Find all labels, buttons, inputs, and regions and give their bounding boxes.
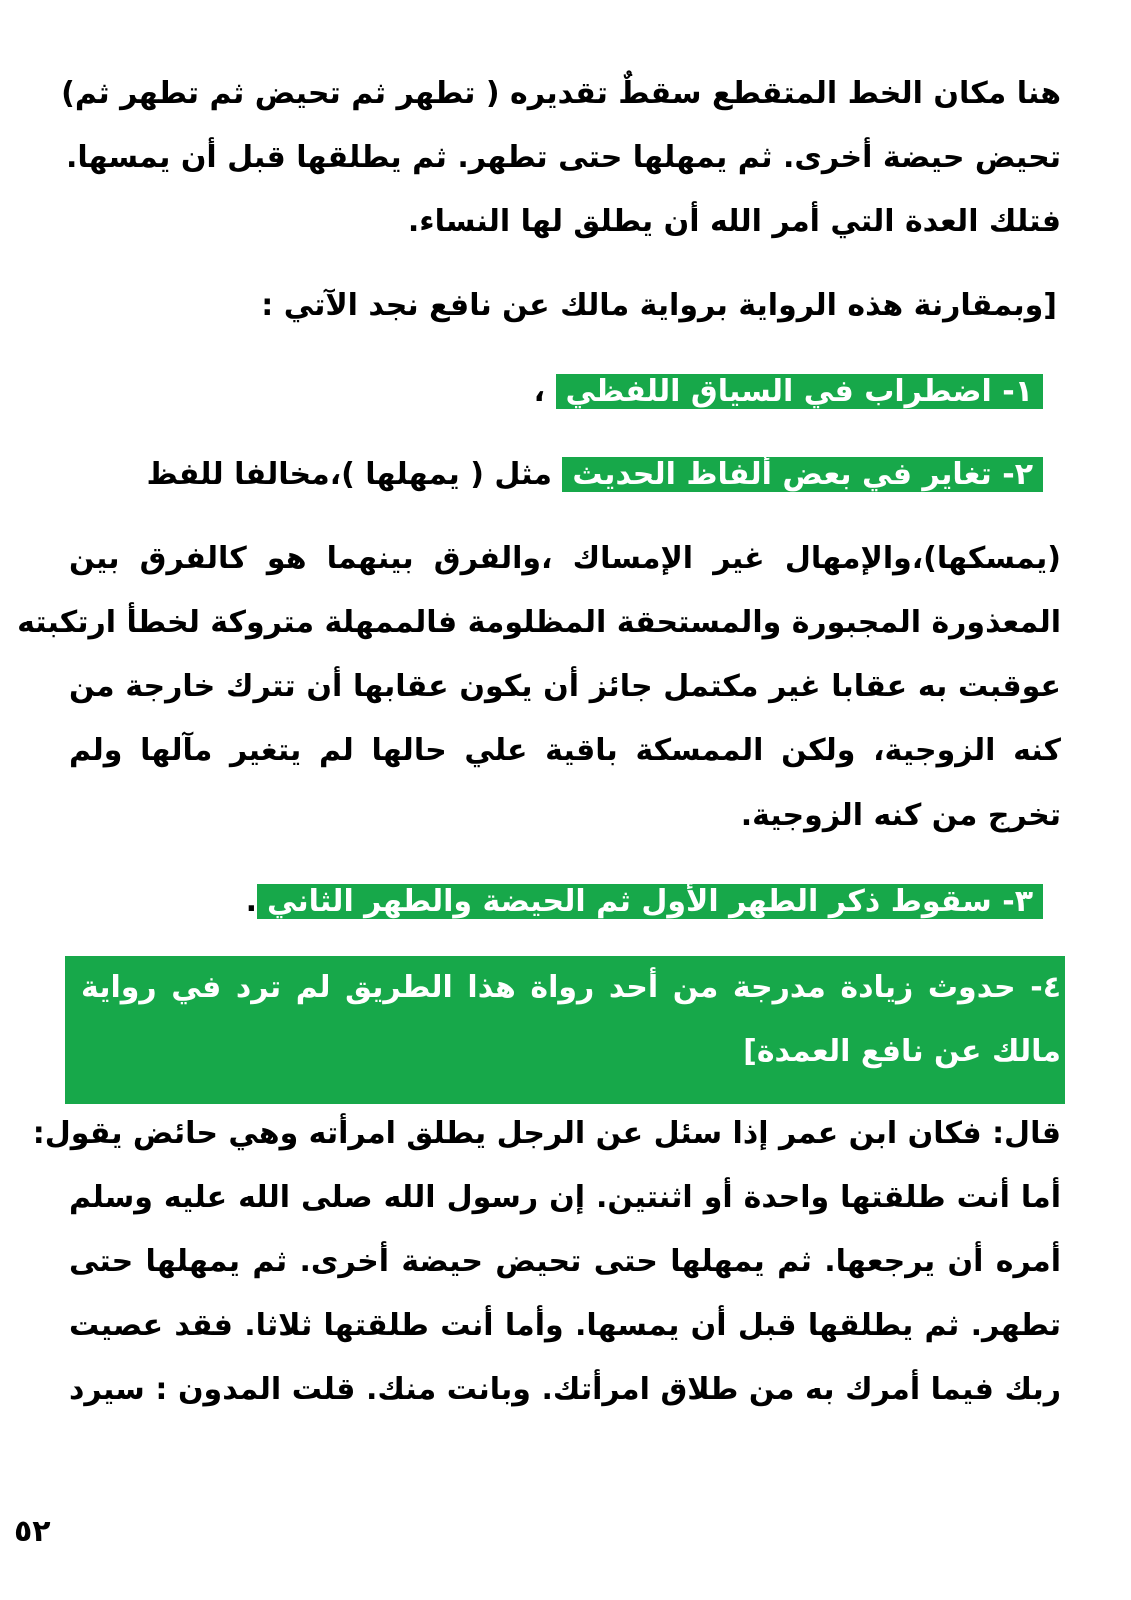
point-3-rest: . xyxy=(245,884,258,919)
point-2-highlight: ٢- تغاير في بعض ألفاظ الحديث xyxy=(562,457,1043,492)
point-2-continuation: (يمسكها)،والإمهال غير الإمساك ،والفرق بينهما هو كالفرق بين xyxy=(69,541,1061,576)
point-2-rest: مثل ( يمهلها )،مخالفا للفظ xyxy=(146,457,552,492)
point-2-continuation: عوقبت به عقابا غير مكتمل جائز أن يكون عقابها أن تترك خارجة من xyxy=(69,669,1061,704)
quote-line: ربك فيما أمرك به من طلاق امرأتك. وبانت منك. قلت المدون : سيرد xyxy=(69,1372,1061,1407)
point-2 xyxy=(51,443,1043,507)
intro-line: تحيض حيضة أخرى. ثم يمهلها حتى تطهر. ثم يطلقها قبل أن يمسها. xyxy=(66,140,1061,175)
point-3-highlight: ٣- سقوط ذكر الطهر الأول ثم الحيضة والطهر الثاني xyxy=(257,884,1043,919)
quote-line: قال: فكان ابن عمر إذا سئل عن الرجل يطلق امرأته وهي حائض يقول: xyxy=(32,1116,1061,1151)
point-1-highlight: ١- اضطراب في السياق اللفظي xyxy=(556,374,1044,409)
point-4-line: مالك عن نافع العمدة] xyxy=(743,1034,1061,1069)
point-2-continuation: تخرج من كنه الزوجية. xyxy=(740,798,1061,833)
page-number: ٥٢ xyxy=(14,1514,51,1549)
quote-line: أمره أن يرجعها. ثم يمهلها حتى تحيض حيضة أخرى. ثم يمهلها حتى xyxy=(69,1244,1061,1279)
intro-line: هنا مكان الخط المتقطع سقطٌ تقديره ( تطهر ثم تحيض ثم تطهر ثم) xyxy=(61,76,1061,111)
comparison-heading: [وبمقارنة هذه الرواية برواية مالك عن نافع نجد الآتي : xyxy=(261,288,1057,323)
point-2-continuation: المعذورة المجبورة والمستحقة المظلومة فالممهلة متروكة لخطأ ارتكبته xyxy=(17,605,1061,640)
point-1 xyxy=(51,360,1043,424)
point-2-continuation: كنه الزوجية، ولكن الممسكة باقية علي حالها لم يتغير مآلها ولم xyxy=(69,733,1061,768)
point-4-line: ٤- حدوث زيادة مدرجة من أحد رواة هذا الطريق لم ترد في رواية xyxy=(81,970,1061,1005)
point-1-rest: ، xyxy=(533,374,546,409)
point-3 xyxy=(51,870,1043,934)
quote-line: تطهر. ثم يطلقها قبل أن يمسها. وأما أنت طلقتها ثلاثا. فقد عصيت xyxy=(69,1308,1061,1343)
intro-line: فتلك العدة التي أمر الله أن يطلق لها النساء. xyxy=(407,204,1061,239)
point-4-block xyxy=(65,956,1065,1104)
quote-line: أما أنت طلقتها واحدة أو اثنتين. إن رسول الله صلى الله عليه وسلم xyxy=(69,1180,1061,1215)
